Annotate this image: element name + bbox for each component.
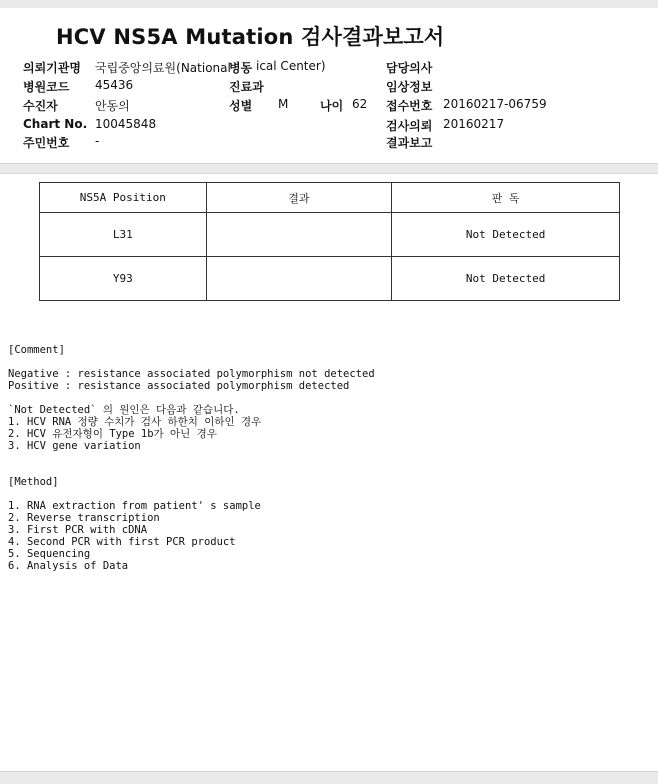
comment-line: 1. HCV RNA 정량 수치가 검사 하한치 이하인 경우 (8, 416, 262, 428)
resident-label: 주민번호 (23, 136, 70, 150)
hospital-code-label: 병원코드 (23, 80, 70, 94)
position-cell: Y93 (40, 257, 207, 301)
table-header-row (40, 183, 620, 213)
comment-line: 2. HCV 유전자형이 Type 1b가 아닌 경우 (8, 428, 217, 440)
position-header: NS5A Position (40, 183, 207, 213)
report-title: HCV NS5A Mutation 검사결과보고서 (56, 25, 445, 49)
request-label: 검사의뢰 (386, 119, 433, 133)
result-header: 결과 (206, 183, 392, 213)
ward-label: 병동 (229, 61, 253, 75)
method-line: 2. Reverse transcription (8, 512, 160, 524)
comment-line: Positive : resistance associated polymorphism detected (8, 380, 350, 392)
dept-label: 진료과 (229, 80, 264, 94)
result-cell (206, 213, 392, 257)
report-header (0, 8, 658, 163)
hospital-code-value: 45436 (95, 78, 134, 92)
chart-label: Chart No. (23, 117, 88, 131)
interpretation-cell: Not Detected (392, 213, 620, 257)
method-line: 1. RNA extraction from patient' s sample (8, 500, 261, 512)
report-label: 결과보고 (386, 136, 433, 150)
table-row (40, 213, 620, 257)
sex-value: M (278, 97, 289, 111)
section-divider (0, 163, 658, 174)
institution-label: 의뢰기관명 (23, 61, 81, 75)
receipt-label: 접수번호 (386, 99, 433, 113)
age-label: 나이 (320, 99, 344, 113)
chart-value: 10045848 (95, 117, 157, 131)
patient-value: 안동의 (95, 99, 130, 113)
age-value: 62 (352, 97, 368, 111)
receipt-value: 20160217-06759 (443, 97, 547, 111)
comment-line: `Not Detected` 의 원인은 다음과 같습니다. (8, 404, 240, 416)
position-cell: L31 (40, 213, 207, 257)
method-heading: [Method] (8, 476, 59, 488)
comment-line: Negative : resistance associated polymorphism not detected (8, 368, 375, 380)
interpretation-cell: Not Detected (392, 257, 620, 301)
comment-line: 3. HCV gene variation (8, 440, 141, 452)
interpretation-header: 판 독 (392, 183, 620, 213)
clinical-info-label: 임상정보 (386, 80, 433, 94)
bottom-band (0, 771, 658, 784)
result-cell (206, 257, 392, 301)
method-line: 3. First PCR with cDNA (8, 524, 148, 536)
patient-label: 수진자 (23, 99, 58, 113)
method-line: 6. Analysis of Data (8, 560, 129, 572)
method-line: 4. Second PCR with first PCR product (8, 536, 236, 548)
doctor-label: 담당의사 (386, 61, 433, 75)
ward-tail: ical Center) (256, 59, 326, 73)
institution-value: 국립중앙의료원(National (95, 61, 231, 75)
sex-label: 성별 (229, 99, 253, 113)
request-value: 20160217 (443, 117, 505, 131)
comment-heading: [Comment] (8, 344, 65, 356)
resident-value: - (95, 134, 100, 148)
table-row (40, 257, 620, 301)
results-table (39, 182, 620, 301)
method-line: 5. Sequencing (8, 548, 91, 560)
